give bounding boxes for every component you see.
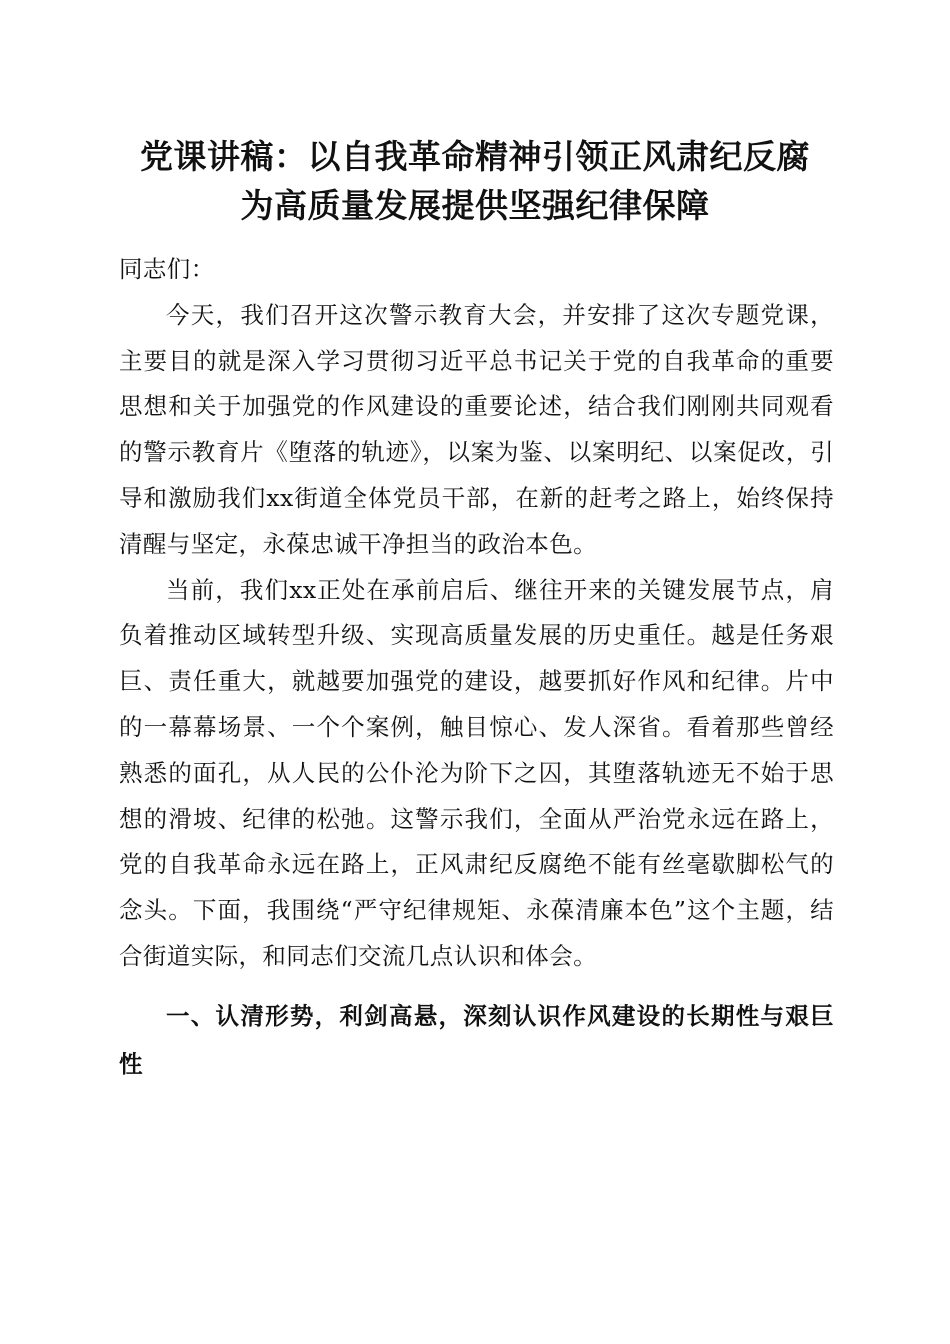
title-line-1: 党课讲稿：以自我革命精神引领正风肃纪反腐 bbox=[140, 137, 810, 176]
title-line-2: 为高质量发展提供坚强纪律保障 bbox=[240, 186, 710, 225]
section-heading-1: 一、认清形势，利剑高悬，深刻认识作风建设的长期性与艰巨性 bbox=[119, 1001, 834, 1078]
paragraph-intro: 今天，我们召开这次警示教育大会，并安排了这次专题党课，主要目的就是深入学习贯彻习近平总书记关于党的自我革命的重要思想和关于加强党的作风建设的重要论述，结合我们刚刚共同观看的警示教育片《堕落的轨迹》，以案为鉴、以案明纪、以案促改，引导和激励我们xx街道全体党员干部，在新的赶考之路上，始终保持清醒与坚定，永葆忠诚干净担当的政治本色。 bbox=[119, 300, 834, 558]
document-body bbox=[119, 247, 834, 1088]
paragraph-context: 当前，我们xx正处在承前启后、继往开来的关键发展节点，肩负着推动区域转型升级、实现高质量发展的历史重任。越是任务艰巨、责任重大，就越要加强党的建设，越要抓好作风和纪律。片中的一幕幕场景、一个个案例，触目惊心、发人深省。看着那些曾经熟悉的面孔，从人民的公仆沦为阶下之囚，其堕落轨迹无不始于思想的滑坡、纪律的松弛。这警示我们，全面从严治党永远在路上，党的自我革命永远在路上，正风肃纪反腐绝不能有丝毫歇脚松气的念头。下面，我围绕“严守纪律规矩、永葆清廉本色”这个主题，结合街道实际，和同志们交流几点认识和体会。 bbox=[119, 575, 834, 970]
salutation: 同志们： bbox=[119, 255, 215, 283]
document-title bbox=[100, 132, 850, 230]
